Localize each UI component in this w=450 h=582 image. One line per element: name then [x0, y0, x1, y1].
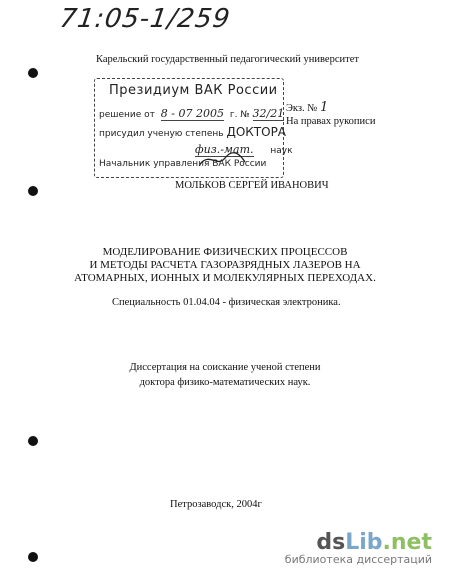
stamp-decision-date: 8 - 07 2005 — [160, 107, 224, 120]
copy-number-line: Экз. № 1 — [286, 100, 329, 115]
dissertation-line: Диссертация на соискание ученой степени — [129, 362, 321, 373]
punch-hole — [28, 552, 38, 562]
specialty: Специальность 01.04.04 - физическая электроника. — [112, 297, 341, 308]
stamp-award-line: присудил ученую степень ДОКТОРА — [99, 125, 287, 139]
stamp-header: Президиум ВАК России — [109, 83, 278, 98]
punch-hole — [28, 436, 38, 446]
handwritten-catalog-code: 71:05-1/259 — [57, 4, 233, 34]
dissertation-line: доктора физико-математических наук. — [139, 377, 311, 388]
watermark-brand: dsLib.net — [316, 530, 432, 555]
signature-mark — [195, 150, 265, 170]
university-name: Карельский государственный педагогический университет — [96, 54, 359, 65]
stamp-decision-line: решение от 8 - 07 2005 г. № 32/21 — [99, 107, 285, 120]
watermark-subtitle: библиотека диссертаций — [284, 553, 432, 566]
stamp-degree: ДОКТОРА — [226, 125, 287, 139]
manuscript-note: На правах рукописи — [286, 116, 376, 127]
copy-number: 1 — [319, 100, 329, 115]
author-name: МОЛЬКОВ СЕРГЕЙ ИВАНОВИЧ — [175, 180, 329, 191]
punch-hole — [28, 186, 38, 196]
stamp-field-line: физ.-мат. наук — [195, 143, 293, 156]
stamp-head-line: Начальник управления ВАК России — [99, 159, 267, 169]
watermark-logo — [285, 530, 432, 566]
title-line: МОДЕЛИРОВАНИЕ ФИЗИЧЕСКИХ ПРОЦЕССОВ — [102, 246, 348, 258]
place-year: Петрозаводск, 2004г — [170, 499, 262, 510]
title-line: И МЕТОДЫ РАСЧЕТА ГАЗОРАЗРЯДНЫХ ЛАЗЕРОВ НА — [89, 259, 361, 271]
stamp-decision-number: 32/21 — [252, 107, 285, 120]
punch-hole — [28, 68, 38, 78]
title-line: АТОМАРНЫХ, ИОННЫХ И МОЛЕКУЛЯРНЫХ ПЕРЕХОДАХ. — [74, 272, 376, 284]
stamp-field: физ.-мат. — [195, 143, 254, 156]
